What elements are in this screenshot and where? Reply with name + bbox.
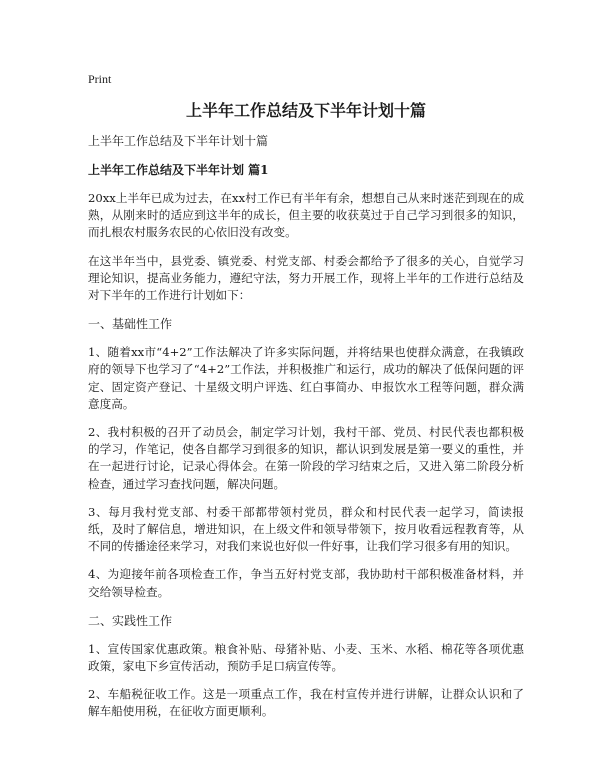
section-heading: 上半年工作总结及下半年计划 篇1 [88, 163, 269, 177]
part1-item-3: 3、每月我村党支部、村委干部都带领村党员，群众和村民代表一起学习，简读报纸，及时了解信息，增进知识，在上级文件和领导带领下，按月收看远程教育等，从不同的传播途径来学习，对我们来说也好似一件好事，让我们学习很多有用的知识。 [88, 504, 524, 554]
part1-item-4: 4、为迎接年前各项检查工作，争当五好村党支部，我协助村干部积极准备材料，并交给领导检查。 [88, 567, 524, 599]
part2-item-2: 2、车船税征收工作。这是一项重点工作，我在村宣传并进行讲解，让群众认识和了解车船使用税，在征收方面更顺利。 [88, 687, 524, 719]
intro-paragraph-2: 在这半年当中，县党委、镇党委、村党支部、村委会都给予了很多的关心，自觉学习理论知识，提高业务能力，遵纪守法，努力开展工作，现将上半年的工作进行总结及对下半年的工作进行计划如下： [88, 253, 524, 303]
document-subtitle: 上半年工作总结及下半年计划十篇 [88, 134, 269, 148]
part1-item-1: 1、随着xx市“4+2”工作法解决了许多实际问题，并将结果也使群众满意，在我镇政府的领导下也学习了“4+2”工作法，并积极推广和运行，成功的解决了低保问题的评定、固定资产登记、十星级文明户评选、红白事简办、申报饮水工程等问题，群众满意度高。 [88, 345, 524, 411]
intro-paragraph-1: 20xx上半年已成为过去，在xx村工作已有半年有余，想想自己从来时迷茫到现在的成熟，从刚来时的适应到这半年的成长，但主要的收获莫过于自己学习到很多的知识，而扎根农村服务农民的心依旧没有改变。 [88, 191, 524, 240]
print-link[interactable]: Print [88, 72, 112, 86]
part2-item-1: 1、宣传国家优惠政策。粮食补贴、母猪补贴、小麦、玉米、水稻、棉花等各项优惠政策，家电下乡宣传活动，预防手足口病宣传等。 [88, 641, 524, 674]
document-title: 上半年工作总结及下半年计划十篇 [185, 101, 426, 120]
part1-item-2: 2、我村积极的召开了动员会，制定学习计划，我村干部、党员、村民代表也都积极的学习，作笔记，使各自都学习到很多的知识，都认识到发展是第一要义的重性，并在一起进行讨论，记录心得体会。在第一阶段的学习结束之后，又进入第二阶段分析检查，通过学习查找问题，解决问题。 [88, 425, 524, 491]
part1-heading: 一、基础性工作 [88, 317, 173, 332]
part2-heading: 二、实践性工作 [88, 613, 173, 628]
document-page [88, 72, 524, 721]
